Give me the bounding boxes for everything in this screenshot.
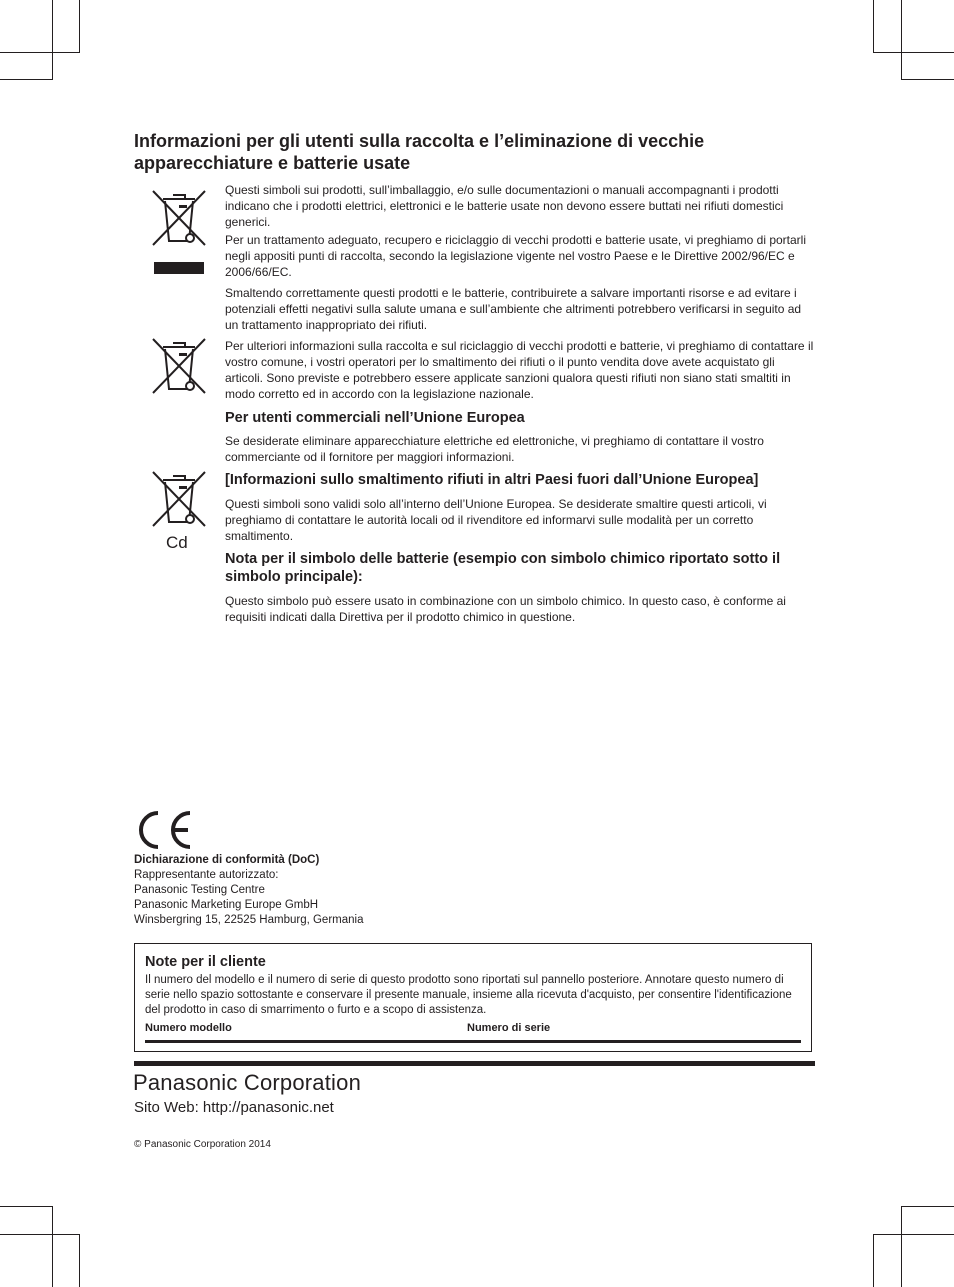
crossed-out-wheelie-bin-icon (149, 468, 209, 528)
customer-note-box (134, 943, 812, 1052)
paragraph-battery-note: Questo simbolo può essere usato in combinazione con un simbolo chimico. In questo caso, è conforme ai requisiti indicati dalla Direttiva per il prodotto chimico in questione. (225, 594, 786, 624)
paragraph-disposal: Smaltendo correttamente questi prodotti e le batterie, contribuirete a salvare importanti risorse e ad evitare i potenziali effetti negativi sulla salute umana e sull’ambiente che altrimenti potrebbero verificarsi in seguito ad un trattamento inappropriato dei rifiuti. (225, 286, 802, 332)
black-bar-marker (154, 262, 204, 274)
serial-number-label: Numero di serie (467, 1022, 551, 1034)
ce-mark-logo (134, 810, 194, 850)
model-number-label: Numero modello (145, 1022, 232, 1034)
heading-battery-note: Nota per il simbolo delle batterie (esempio con simbolo chimico riportato sotto il simbolo principale): (225, 551, 781, 585)
paragraph-symbols: Questi simboli sui prodotti, sull’imballaggio, e/o sulle documentazioni o manuali accompagnanti i prodotti indicano che i prodotti elettrici, elettronici e le batterie usate non devono essere buttati nei rifiuti domestici generici. (225, 183, 784, 229)
doc-line: Rappresentante autorizzato: (134, 869, 279, 881)
crossed-out-wheelie-bin-icon (149, 335, 209, 395)
paragraph-treatment: Per un trattamento adeguato, recupero e riciclaggio di vecchi prodotti e batterie usate, vi preghiamo di portarli negli appositi punti di raccolta, secondo la legislazione vigente nel vostro Paese e le Direttive 2002/96/EC e 2006/66/EC. (225, 233, 806, 279)
brand-logo: Panasonic Corporation (133, 1070, 362, 1095)
divider (134, 1061, 815, 1066)
doc-line: Panasonic Marketing Europe GmbH (134, 899, 319, 911)
heading-outside-eu: [Informazioni sullo smaltimento rifiuti in altri Paesi fuori dall’Unione Europea] (225, 472, 759, 488)
copyright-text: © Panasonic Corporation 2014 (134, 1139, 271, 1150)
paragraph-more-info: Per ulteriori informazioni sulla raccolta e sul riciclaggio di vecchi prodotti e batterie, vi preghiamo di contattare il vostro comune, i vostri operatori per lo smaltimento dei rifiuti o il punto vendita dove avete acquistato gli articoli. Sono previste e potrebbero essere applicate sanzioni qualora questi rifiuti non siano stati smaltiti in modo corretto ed in accordo con la legislazione nazionale. (225, 339, 814, 401)
declaration-of-conformity (134, 853, 363, 928)
doc-line: Winsbergring 15, 22525 Hamburg, Germania (134, 914, 364, 926)
paragraph-commercial: Se desiderate eliminare apparecchiature elettriche ed elettroniche, vi preghiamo di contattare il vostro commerciante od il fornitore per maggiori informazioni. (225, 434, 764, 464)
website-text: Sito Web: http://panasonic.net (134, 1099, 334, 1116)
crossed-out-wheelie-bin-icon (149, 187, 209, 247)
customer-note-text: Il numero del modello e il numero di serie di questo prodotto sono riportati sul pannello posteriore. Annotare questo numero di serie nello spazio sottostante e conservare il presente manuale, insieme alla ricevuta d'acquisto, per consentire l'identificazione del prodotto in caso di smarrimento o furto e a scopo di assistenza. (145, 974, 792, 1016)
doc-heading: Dichiarazione di conformità (DoC) (134, 854, 320, 866)
page-title: Informazioni per gli utenti sulla raccolta e l’eliminazione di vecchie apparecchiature e batterie usate (134, 131, 705, 173)
customer-note-title: Note per il cliente (145, 954, 266, 970)
heading-commercial-users: Per utenti commerciali nell’Unione Europea (225, 410, 525, 426)
write-in-line (145, 1040, 801, 1043)
paragraph-outside-eu: Questi simboli sono validi solo all’interno dell’Unione Europea. Se desiderate smaltire questi articoli, vi preghiamo di contattare le autorità locali od il rivenditore ed informarvi sulle modalità per un corretto smaltimento. (225, 497, 767, 543)
doc-line: Panasonic Testing Centre (134, 884, 265, 896)
chemical-symbol: Cd (166, 533, 188, 552)
